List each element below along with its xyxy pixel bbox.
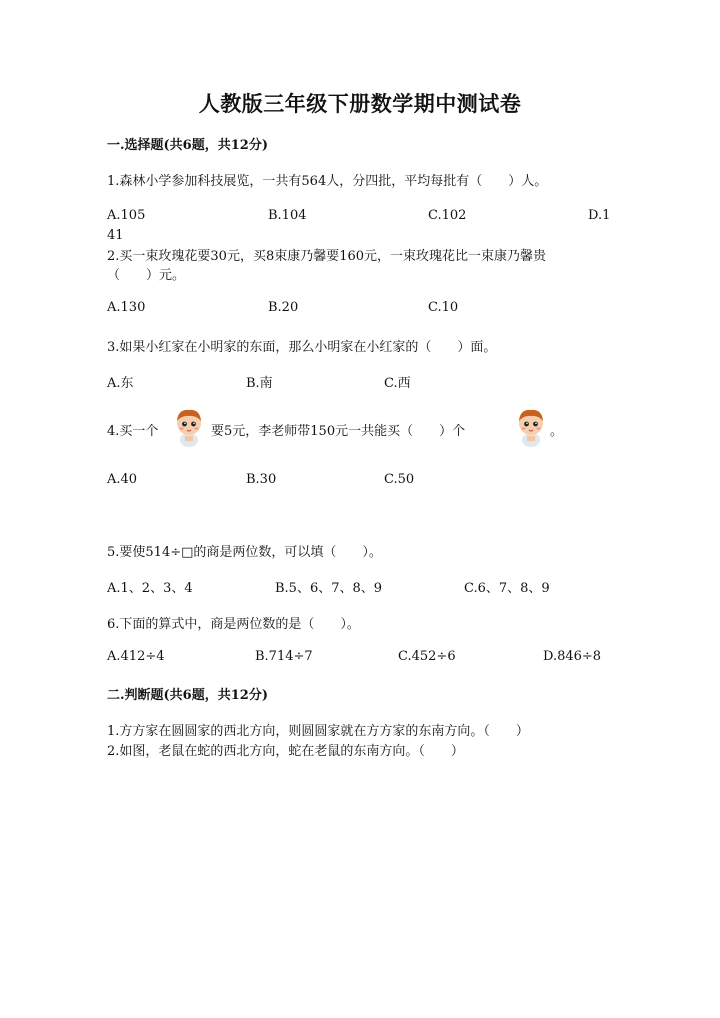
question-5: 5.要使514÷□的商是两位数，可以填（ ）。 xyxy=(107,545,382,560)
judgement-2: 2.如图，老鼠在蛇的西北方向，蛇在老鼠的东南方向。（ ） xyxy=(107,744,464,759)
question-2-line-1: 2.买一束玫瑰花要30元，买8束康乃馨要160元，一束玫瑰花比一束康乃馨贵 xyxy=(107,249,547,264)
doll-icon xyxy=(514,406,548,448)
q6-option-a[interactable]: A.412÷4 xyxy=(107,649,165,664)
q2-option-c[interactable]: C.10 xyxy=(428,300,459,315)
question-2-line-2: （ ）元。 xyxy=(107,268,186,283)
question-4-part-2: 要5元，李老师带150元一共能买（ ）个 xyxy=(211,424,466,439)
q6-option-c[interactable]: C.452÷6 xyxy=(398,649,456,664)
q6-option-d[interactable]: D.846÷8 xyxy=(543,649,602,664)
q4-option-b[interactable]: B.30 xyxy=(246,472,277,487)
q1-option-d-wrap: 41 xyxy=(107,228,124,243)
page-title: 人教版三年级下册数学期中测试卷 xyxy=(198,91,522,116)
q3-option-c[interactable]: C.西 xyxy=(384,376,411,391)
q5-option-a[interactable]: A.1、2、3、4 xyxy=(107,581,193,596)
q6-option-b[interactable]: B.714÷7 xyxy=(255,649,313,664)
q2-option-a[interactable]: A.130 xyxy=(107,300,146,315)
q5-option-c[interactable]: C.6、7、8、9 xyxy=(464,581,550,596)
q5-option-b[interactable]: B.5、6、7、8、9 xyxy=(275,581,383,596)
q1-option-d[interactable]: D.1 xyxy=(588,208,611,223)
question-6: 6.下面的算式中，商是两位数的是（ ）。 xyxy=(107,617,360,632)
question-3: 3.如果小红家在小明家的东面，那么小明家在小红家的（ ）面。 xyxy=(107,340,497,355)
section-heading-judgement: 二.判断题(共6题，共12分) xyxy=(107,688,268,703)
q2-option-b[interactable]: B.20 xyxy=(268,300,299,315)
q1-option-a[interactable]: A.105 xyxy=(107,208,146,223)
question-4-part-1: 4.买一个 xyxy=(107,424,159,439)
q1-option-c[interactable]: C.102 xyxy=(428,208,467,223)
q3-option-a[interactable]: A.东 xyxy=(107,376,134,391)
q1-option-b[interactable]: B.104 xyxy=(268,208,307,223)
judgement-1: 1.方方家在圆圆家的西北方向，则圆圆家就在方方家的东南方向。（ ） xyxy=(107,724,529,739)
question-1: 1.森林小学参加科技展览，一共有564人，分四批，平均每批有（ ）人。 xyxy=(107,174,548,189)
question-4-part-3: 。 xyxy=(550,424,564,439)
doll-icon xyxy=(172,406,206,448)
q4-option-a[interactable]: A.40 xyxy=(107,472,138,487)
q4-option-c[interactable]: C.50 xyxy=(384,472,415,487)
q3-option-b[interactable]: B.南 xyxy=(246,376,273,391)
section-heading-choice: 一.选择题(共6题，共12分) xyxy=(107,138,268,153)
